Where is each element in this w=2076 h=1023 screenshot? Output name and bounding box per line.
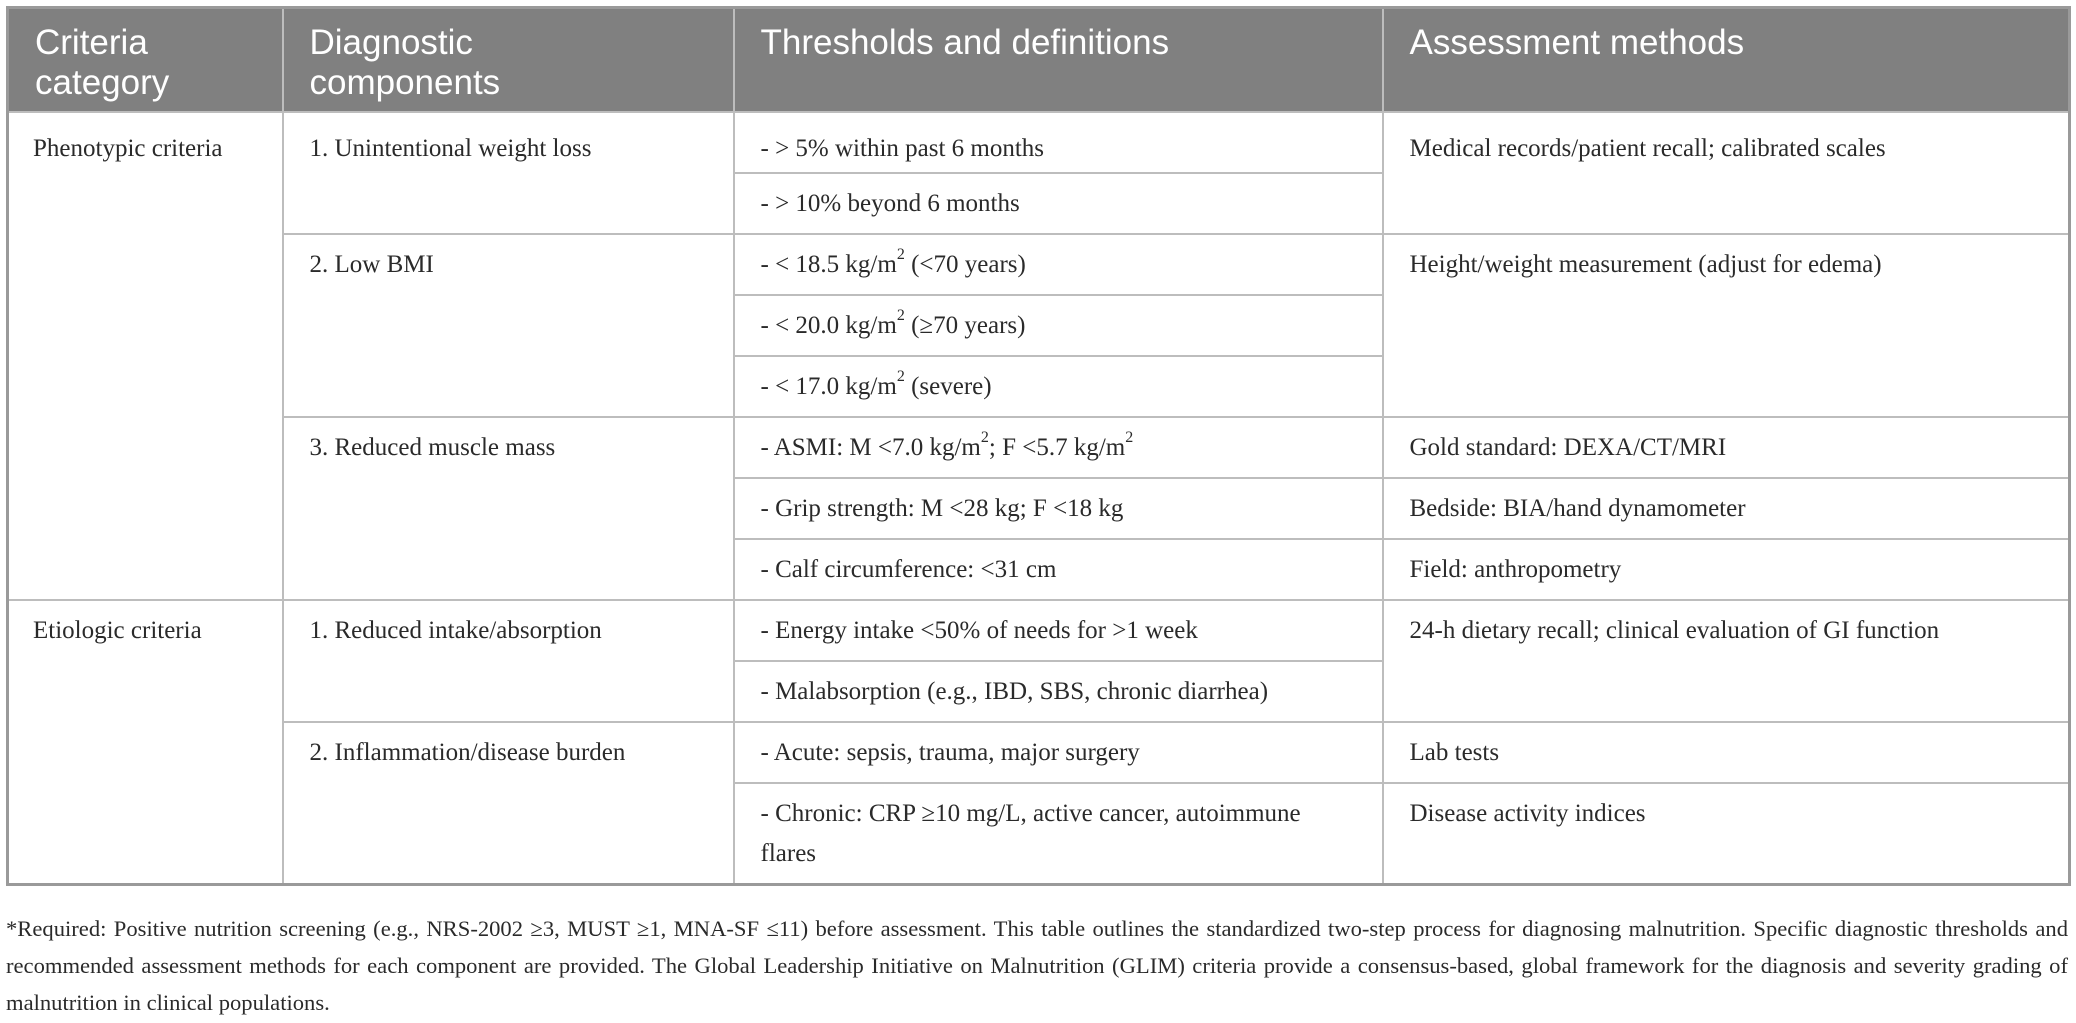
header-line: components (309, 63, 501, 102)
threshold-cell: - Chronic: CRP ≥10 mg/L, active cancer, autoimmune flares (734, 783, 1383, 884)
threshold-text: ; F <5.7 kg/m (988, 434, 1126, 461)
superscript: 2 (980, 428, 989, 446)
threshold-cell: - > 5% within past 6 months (734, 112, 1383, 173)
method-cell: Bedside: BIA/hand dynamometer (1383, 478, 2070, 539)
threshold-text: (<70 years) (904, 251, 1026, 278)
method-cell: Gold standard: DEXA/CT/MRI (1383, 417, 2070, 478)
threshold-cell: - Energy intake <50% of needs for >1 week (734, 600, 1383, 661)
superscript: 2 (896, 306, 905, 324)
method-cell: Disease activity indices (1383, 783, 2070, 884)
threshold-cell: - Grip strength: M <28 kg; F <18 kg (734, 478, 1383, 539)
superscript: 2 (896, 245, 905, 263)
threshold-text: - < 20.0 kg/m (760, 312, 897, 339)
threshold-cell: - Calf circumference: <31 cm (734, 539, 1383, 600)
threshold-cell (734, 295, 1383, 356)
method-cell: Height/weight measurement (adjust for edema) (1383, 234, 2070, 417)
glim-criteria-table-container (6, 6, 2068, 886)
threshold-cell (734, 417, 1383, 478)
header-criteria-category (8, 8, 283, 113)
table-row (8, 600, 2070, 661)
method-cell: Medical records/patient recall; calibrated scales (1383, 112, 2070, 234)
method-cell: Field: anthropometry (1383, 539, 2070, 600)
component-cell: 1. Unintentional weight loss (283, 112, 734, 234)
component-cell: 1. Reduced intake/absorption (283, 600, 734, 722)
threshold-text: - ASMI: M <7.0 kg/m (760, 434, 981, 461)
category-cell-etiologic: Etiologic criteria (8, 600, 283, 884)
component-cell: 2. Low BMI (283, 234, 734, 417)
method-cell: 24-h dietary recall; clinical evaluation of GI function (1383, 600, 2070, 722)
glim-criteria-table (6, 6, 2071, 886)
threshold-cell (734, 234, 1383, 295)
threshold-text: (severe) (904, 373, 992, 400)
table-row (8, 417, 2070, 478)
threshold-text: - < 17.0 kg/m (760, 373, 897, 400)
table-row (8, 234, 2070, 295)
header-line: Criteria (35, 23, 148, 62)
component-cell: 2. Inflammation/disease burden (283, 722, 734, 884)
header-line: category (35, 63, 170, 102)
superscript: 2 (896, 367, 905, 385)
header-assessment-methods: Assessment methods (1383, 8, 2070, 113)
header-diagnostic-components (283, 8, 734, 113)
table-row (8, 722, 2070, 783)
superscript: 2 (1125, 428, 1134, 446)
threshold-cell: - Malabsorption (e.g., IBD, SBS, chronic diarrhea) (734, 661, 1383, 722)
footnote-text: *Required: Positive nutrition screening (e.g., NRS-2002 ≥3, MUST ≥1, MNA-SF ≤11) before assessment. This table outlines the standardized two-step process for diagnosing malnutrition. Specific diagnostic thresholds and recommended assessment methods for each component are provided. The Global Leadership Initiative on Malnutrition (GLIM) criteria provide a consensus-based, global framework for the diagnosis and severity grading of malnutrition in clinical populations. (6, 916, 2068, 1015)
header-line: Diagnostic (309, 23, 473, 62)
table-row (8, 112, 2070, 173)
threshold-cell (734, 356, 1383, 417)
component-cell: 3. Reduced muscle mass (283, 417, 734, 600)
header-thresholds: Thresholds and definitions (734, 8, 1383, 113)
table-footnote (6, 910, 2068, 1021)
header-row (8, 8, 2070, 113)
threshold-cell: - Acute: sepsis, trauma, major surgery (734, 722, 1383, 783)
threshold-text: (≥70 years) (904, 312, 1026, 339)
threshold-cell: - > 10% beyond 6 months (734, 173, 1383, 234)
method-cell: Lab tests (1383, 722, 2070, 783)
category-cell-phenotypic: Phenotypic criteria (8, 112, 283, 600)
threshold-text: - < 18.5 kg/m (760, 251, 897, 278)
